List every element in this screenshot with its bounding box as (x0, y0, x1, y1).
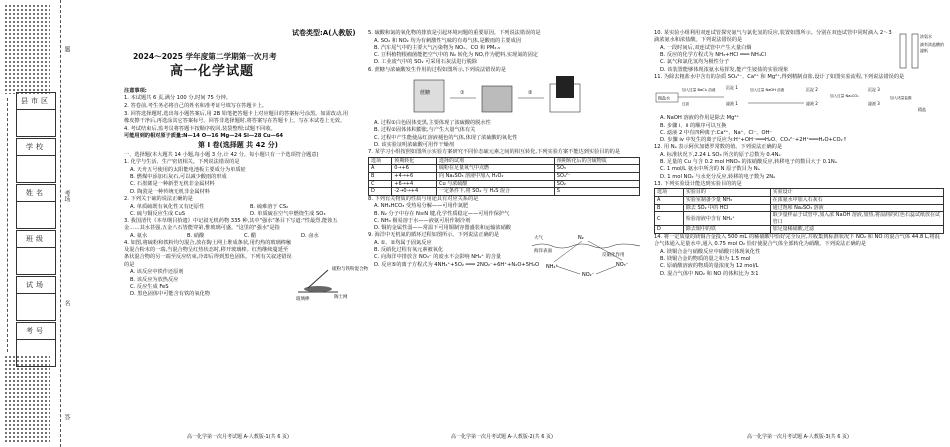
option-d: D. 陶瓷是一种传统无机非金属材料 (130, 188, 210, 195)
table-header-cell: 预期转化 (392, 157, 437, 165)
option-d: D. 卤水 (301, 232, 319, 239)
option-c: C. 石墨烯是一种新型无机非金属材料 (130, 181, 215, 188)
option-a: A. 该反应中铁作还原剂 (130, 269, 184, 276)
flow-label: 加入适量盐酸 (890, 96, 912, 101)
table-cell: 除去 SO₂ 中的 HCl (683, 204, 770, 212)
fig-glass-rod (308, 270, 328, 288)
option-a: A. 标准状况下,2.24 L SO₃ 所含的原子总数为 0.4Nₐ (660, 151, 781, 158)
table-cell: C (655, 212, 684, 226)
question-12 (654, 144, 944, 181)
question-5 (368, 30, 640, 67)
fig-sugar-beaker (414, 80, 444, 112)
option-d: D. 反应⑤的离子方程式为 4NH₄⁺+5O₂ ═══ 2NO₂⁻+6H⁺+N₂O+5H₂O (374, 261, 540, 268)
fig-label: 蔗糖 (420, 90, 431, 97)
table-cell: 通过饱和 Na₂SO₃ 溶液 (770, 204, 943, 212)
figure-q11-flow (654, 81, 934, 115)
fig-label: 滤纸 (920, 48, 928, 53)
option-d: D. 黑色固体中可能含有铁的氧化物 (130, 290, 210, 297)
flow-label: 加入过量 BaCl₂ 溶液 (682, 88, 716, 93)
flow-label: 沉淀 3 (868, 87, 880, 93)
figure-q10 (896, 30, 944, 74)
table-cell: D (369, 188, 392, 196)
note-item: 1. 本试题共 6 页,满分 100 分,时间 75 分钟。 (124, 95, 232, 102)
option-a: A. NaOH 溶液的作用是除去 Mg²⁺ (660, 115, 740, 122)
perforation-holes-bottom (4, 355, 50, 443)
table-cell: 硫粉在足量氧气中点燃 (437, 165, 555, 173)
seal-label: 名 (63, 300, 70, 306)
note-item: 4. 考试结束后,监考员将答题卡按顺序收回,装袋整理;试题不回收。 (124, 125, 276, 132)
question-stem: 3. 我国清代《本草纲目拾遗》中记叙无机药物 335 种,其中"强水"条目下写道:"性最烈,能蚀五金……其水甚强,五金八石皆能穿第,惟玻璃可盛。"这里的"强水"是指 (124, 217, 338, 232)
table-header-cell: 实验目的 (683, 189, 770, 197)
table-row (655, 226, 944, 234)
option-b: B. 镁铜合金的物质的量之和为 1.5 mol (660, 256, 751, 263)
option-c: C. 滤液 2 中有四种离子:Ca²⁺、Na⁺、Cl⁻、OH⁻ (660, 129, 773, 136)
question-stem: 6. 蔗糖与浓硫酸发生作用的过程如图所示,下列说法错误的是 (368, 66, 506, 73)
fig-label: ② (528, 90, 533, 97)
flow-label: 加入过量 Na₂CO₃ (830, 94, 859, 99)
field-district[interactable] (16, 92, 56, 137)
option-d: D. 该实验证明浓硫酸可用作干燥剂 (374, 141, 454, 148)
fig-label: 海洋表面 (534, 249, 552, 255)
fig-arrow (556, 266, 580, 274)
fig-powder-heap (304, 286, 332, 292)
table-header-cell: 预期转化后的含硫物质 (554, 157, 639, 165)
question-3 (124, 218, 352, 240)
option-b: B. 汽车尾气中的主要大气污染物为 NOₓ、CO 和 PM₂.₅ (374, 44, 501, 51)
question-13 (654, 181, 944, 234)
option-d: D. 步骤 iv 中发生的离子反应为:H⁺+OH⁻═══H₂O、CO₃²⁻+2H⁺═══H₂O+CO₂↑ (660, 137, 848, 144)
option-d: D. 混合气体中 NO₂ 和 NO 的体积比为 3∶1 (660, 270, 759, 277)
page-2 (362, 0, 642, 447)
fig-sea-surface (532, 244, 640, 248)
fig-label: N₂ (578, 235, 584, 242)
fig-arrow (596, 266, 616, 274)
figure-q9 (532, 232, 640, 284)
question-stem: 13. 下列实验设计能达到实验目的的是 (654, 180, 742, 187)
option-a: A. ①、②均属于固氮反应 (374, 239, 432, 246)
table-cell: S (554, 188, 639, 196)
table-q13 (654, 188, 944, 234)
flow-label: 滤液 2 (806, 101, 818, 107)
table-cell: +4→+6 (392, 172, 437, 180)
option-d: D. 铜的金属性弱——常温下可用铜制容器盛装和运输浓硝酸 (374, 225, 511, 232)
question-stem: 11. 为除去粗盐水中含有的杂质 SO₄²⁻、Ca²⁺ 和 Mg²⁺,得到精制食盐,设计了如图实验流程,下列说法错误的是 (654, 73, 905, 80)
option-a: A. 一段时间后,双连试管中产生大量白烟 (660, 44, 752, 51)
table-cell: D (655, 226, 684, 234)
option-b: B. 步骤 i、ii 的顺序可以互换 (660, 122, 727, 129)
question-stem: 5. 硫酸和氮的氧化物的排放是引起环境问题的重要原因。下列说法错误的是 (368, 30, 541, 36)
option-a: A. 天舟五号使用的太阳能电池板主要成分为单质硅 (130, 167, 246, 174)
option-a: A. 镁铜合金与硝酸反应中硝酸只体现氧化性 (660, 248, 761, 255)
option-a: A. 氨水 (130, 232, 148, 239)
question-stem: 10. 某实验小组利用双连试管探究氨气与氯化氢的反应,装置如图所示。分别在双连试管中同时滴入 2～3 滴浓氨水和浓盐酸。下列说法错误的是 (654, 30, 892, 44)
option-a: A. SO₂ 和 NO₂ 均为有刺激性气味的有毒气体,是酸雨的主要成因 (374, 37, 521, 44)
section-title: 第 Ⅰ 卷(选择题 共 42 分) (198, 141, 278, 150)
table-cell: A (655, 197, 684, 205)
table-cell: SO₃ (554, 165, 639, 173)
field-label: 学校 (17, 139, 55, 156)
question-stem: 2. 下列关于硫的说法正确的是 (124, 195, 193, 202)
option-c: C. 向海洋中排放含 NO₃⁻ 的废水不会影响 NH₄⁺ 的含量 (374, 254, 502, 261)
option-b: B. 燃煤中添加石灰石,可以减少酸雨的形成 (130, 174, 227, 181)
table-cell: SO₂ (554, 180, 639, 188)
flow-label: 滤液 1 (726, 101, 738, 107)
table-header (369, 157, 640, 165)
seal-label: 考场 (63, 190, 70, 202)
question-stem: 1. 化学与生活、生产密切相关。下列说法错误的是 (124, 159, 240, 166)
perforation-holes-top (4, 4, 50, 94)
figure-q6 (408, 74, 608, 120)
option-b: B. 足量的 Cu 与含 0.2 mol HNO₃ 的浓硝酸反应,转移电子的数目大于 0.1Nₐ (660, 159, 837, 166)
field-class[interactable] (16, 230, 56, 275)
field-exam-number[interactable] (16, 322, 56, 367)
fig-label: 陶土网 (334, 295, 348, 301)
table-header (655, 189, 944, 197)
fig-label: NH₄⁺ (546, 264, 559, 271)
option-c: C. 原硝酸溶液的物质的量浓度为 12 mol/L (660, 263, 759, 270)
seal-line-inner (7, 98, 8, 352)
table-cell: 向 Na₂SO₃ 溶液中加入 H₂O₂ (437, 172, 555, 180)
fig-tube (912, 34, 918, 68)
question-9 (368, 232, 640, 279)
table-header-cell: 选项 (369, 157, 392, 165)
table-header-cell: 选择的试剂 (437, 157, 555, 165)
question-14 (654, 234, 944, 278)
section-description: 一、选择题(本大题共 14 小题,每小题 3 分,计 42 分。每小题只有一个选项符合题意) (124, 151, 319, 158)
fig-label: ① (460, 90, 465, 97)
fig-label: 反硝化作用 (602, 253, 625, 259)
question-stem: 8. 下列有关物质的性质与用途具有对应关系的是 (368, 195, 479, 202)
seal-label: 题 (63, 46, 70, 52)
figure-q4 (294, 262, 368, 303)
question-stem: 12. 用 Nₐ 表示阿伏加德罗常数的值。下列说法正确的是 (654, 144, 783, 151)
table-header-cell: 选项 (655, 189, 684, 197)
page-footer: 高一化学第一次月考试题 A-人教版-2(共 6 页) (451, 433, 553, 440)
page-1 (120, 0, 368, 447)
option-d: D. 工业废气中的 SO₂ 可采用石灰法进行脱除 (374, 59, 478, 66)
table-cell: 除去铜中的铁 (683, 226, 770, 234)
field-label: 县市区 (17, 93, 55, 110)
table-cell: 在浓氨水中加入石灰石 (770, 197, 943, 205)
table-cell: Cu 与浓硫酸 (437, 180, 555, 188)
page-3-content (654, 30, 944, 278)
flow-label: 滤液 3 (868, 101, 880, 107)
option-b: B. 硫难溶于 CS₂ (250, 203, 289, 210)
field-label: 姓名 (17, 185, 55, 202)
fig-label: 硫粉与铁粉混合物 (332, 267, 368, 273)
option-b: B. 该反应为放热反应 (130, 276, 179, 283)
question-stem: 7. 某学习小组按照如图所示实验方案研究不同价态硫元素之间的相互转化,下列实验方案不能达到实验目的的是 (368, 149, 621, 156)
note-item: 2. 答卷前,考生务必将自己的姓名和准考证号填写在答题卡上。 (124, 102, 268, 109)
table-cell: 实验室制备少量 NH₃ (683, 197, 770, 205)
page-title: 高一化学试题 (170, 64, 255, 79)
question-1 (124, 159, 352, 196)
table-cell: 一定条件下,将 SO₂ 与 H₂S 混合 (437, 188, 555, 196)
option-d: D. 1 mol NO₂ 与水充分反应,转移的电子数为 2Nₐ (660, 173, 776, 180)
option-c: C. NH₃ 极易溶于水——液氨可用作制冷剂 (374, 217, 471, 224)
notes-block (124, 88, 368, 303)
flow-label: 沉淀 1 (726, 85, 738, 91)
option-c: C. 反应生成 FeS (130, 283, 169, 290)
fig-arrow (554, 241, 582, 262)
table-row (655, 212, 944, 226)
exam-type: 试卷类型:A(人教版) (292, 29, 356, 37)
binding-strip (0, 0, 118, 447)
question-10 (654, 30, 944, 74)
table-row (369, 188, 640, 196)
fig-tube (900, 34, 906, 68)
option-c: C. 1 mol/L 氨水中所含的 N 原子数目为 Nₐ (660, 166, 760, 173)
flow-label: 精盐 (918, 107, 926, 113)
question-4 (124, 240, 368, 303)
flow-label: 加入过量 NaOH 溶液 (750, 88, 785, 93)
fig-label: 玻璃棒 (296, 297, 310, 303)
table-cell: +6→+4 (392, 180, 437, 188)
question-2 (124, 196, 352, 218)
field-name[interactable] (16, 184, 56, 229)
option-a: A. NH₄HCO₃ 受热易分解——可用作氮肥 (374, 203, 469, 210)
table-cell: 取少量样品于试管中,加入浓 NaOH 溶液,加热,将湿润的红色石蕊试纸放在试管口 (770, 212, 943, 226)
table-row (655, 204, 944, 212)
option-a: A. 单质硫既有氧化性又有还原性 (130, 203, 205, 210)
table-cell: SO₄²⁻ (554, 172, 639, 180)
option-c: C. 过程中产生能使品红溶液褪色的气体,体现了浓硫酸的氧化性 (374, 134, 518, 141)
page-2-content (368, 30, 640, 279)
option-b: B. N₂ 分子中存在 N≡N 键,化学性质稳定——可用作保护气 (374, 210, 510, 217)
table-row (655, 197, 944, 205)
table-header-cell: 实验设计 (770, 189, 943, 197)
flow-label: 沉淀 2 (806, 87, 818, 93)
seal-line (60, 0, 61, 447)
page-footer: 高一化学第一次月考试题 A-人教版-3(共 6 页) (747, 433, 849, 440)
fig-beaker-black (482, 86, 512, 112)
fig-label: 大气 (534, 236, 543, 242)
table-cell: C (369, 180, 392, 188)
flow-label: 粗盐水 (658, 95, 670, 101)
table-cell: B (655, 204, 684, 212)
question-stem: 9. 海洋中无机氮的循环过程如图所示。下列说法正确的是 (368, 232, 500, 239)
field-label: 考号 (17, 323, 55, 340)
table-row (369, 172, 640, 180)
option-a: A. 过程①白色固体变黑,主要体现了浓硫酸的脱水性 (374, 120, 491, 127)
table-cell: B (369, 172, 392, 180)
option-c: C. 豆科植物根瘤菌能把空气中的 N₂ 转化为 NO,作为肥料,实现氮的固定 (374, 52, 538, 59)
option-d: D. 该装置能够体现浓氨水易挥发,能产生铵盐的实验现象 (660, 66, 789, 73)
option-d: D. 单质硫在空气中燃烧生成 SO₃ (250, 210, 326, 217)
question-11 (654, 74, 944, 145)
note-item: 3. 回答选择题时,选出每小题答案后,用 2B 铅笔把答题卡上对应题目的答案标号涂黑。如需改动,用橡皮擦干净后,再选涂其它答案标号。回答非选择题时,将答案写在答题卡上。写在本试卷上无效。 (124, 110, 349, 124)
table-cell: 0→+6 (392, 165, 437, 173)
page-footer: 高一化学第一次月考试题 A-人教版-1(共 6 页) (187, 433, 289, 440)
question-stem: 14. 将一定质量的镁铜合金投入 500 mL 的稀硝酸中恰好完全反应,共收集到标准状况下 NO₂ 和 NO 的混合气体 44.8 L,将混合气体通入足量水中,通入 0.75 mol O₂ 恰好使混合气体全部转化为硝酸。下列说法正确的是 (654, 234, 940, 248)
question-7 (368, 149, 640, 196)
table-cell: -2→0→+4 (392, 188, 437, 196)
option-c: C. 硫与铜反应生成 CuS (130, 210, 186, 217)
fig-carbon-column (556, 76, 574, 98)
fig-label: NO₂⁻ (582, 272, 595, 279)
field-exam-room[interactable] (16, 276, 56, 321)
notes-heading: 注意事项: (124, 88, 147, 94)
fig-label: 滴有浓盐酸的 (920, 42, 944, 47)
question-stem: 4. 如图,将硫粉和铁粉均匀混合,放在陶土网上堆成条状,用灼热的玻璃棒触及混合粉末的一端,当混合物呈红热状态时,移开玻璃棒。红热继续蔓延至条状混合物的另一端至反应结束,冷却后得到黑色固体。下列有关叙述错误的是 (124, 240, 292, 268)
option-b: B. 硝酸 (187, 232, 205, 239)
field-label: 班级 (17, 231, 55, 248)
table-cell: 检验溶液中含有 NH₄⁺ (683, 212, 770, 226)
option-c: C. 氯气和氯化氢均为极性分子 (660, 59, 730, 66)
table-q7 (368, 157, 640, 196)
table-cell: 加足量稀硝酸,过滤 (770, 226, 943, 234)
field-label: 试场 (17, 277, 55, 294)
table-row (369, 165, 640, 173)
question-6 (368, 67, 640, 150)
seal-label: 答 (63, 414, 70, 420)
fig-label: 浓氨水 (920, 34, 932, 39)
page-3 (650, 0, 946, 447)
flow-label: 过滤 (682, 102, 690, 107)
option-b: B. 过程②固体体积膨胀,与产生大量气体有关 (374, 127, 476, 134)
question-8 (368, 196, 640, 233)
field-school[interactable] (16, 138, 56, 183)
atomic-mass-line: 可能用到的相对原子质量:N—14 O—16 Mg—24 Si—28 Cu—64 (124, 133, 284, 140)
table-cell: A (369, 165, 392, 173)
fig-label: NO₃⁻ (616, 262, 629, 269)
exam-year-line: 2024～2025 学年度第二学期第一次月考 (133, 52, 277, 61)
option-c: C. 醋 (244, 232, 257, 239)
table-row (369, 180, 640, 188)
option-b: B. 反硝化过程有氧元素被氧化 (374, 247, 444, 254)
option-b: B. 反应的化学方程式为 NH₃+HCl ═══ NH₄Cl (660, 52, 766, 59)
